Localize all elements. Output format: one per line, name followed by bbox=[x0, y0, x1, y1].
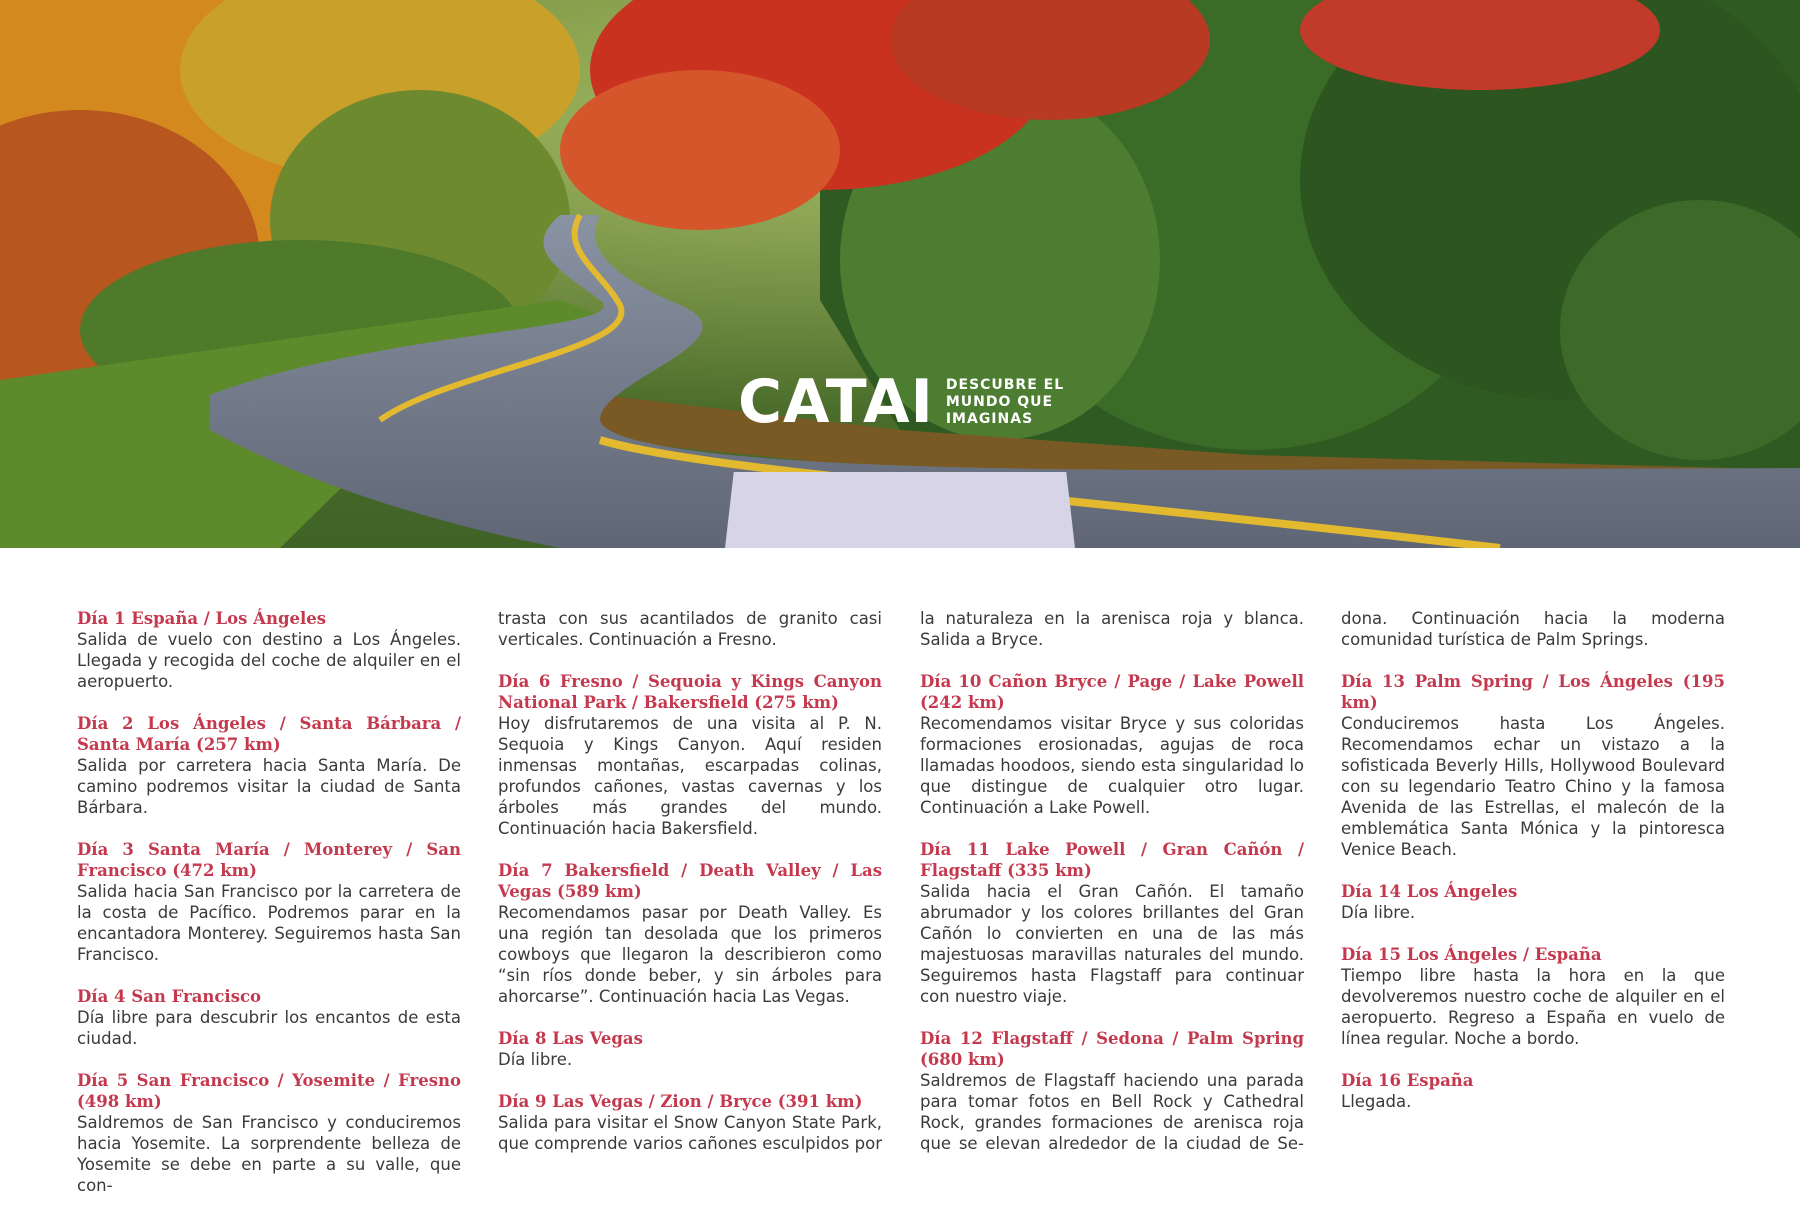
day-title: Día 13 Palm Spring / Los Ángeles (195 km) bbox=[1341, 672, 1725, 712]
itinerary-section bbox=[0, 548, 1800, 1200]
day-title: Día 6 Fresno / Sequoia y Kings Canyon National Park / Bakersfield (275 km) bbox=[498, 672, 882, 712]
catai-logo bbox=[738, 367, 1065, 437]
day-description: Salida por carretera hacia Santa María. De camino podremos visitar la ciudad de Santa Bárbara. bbox=[77, 756, 461, 817]
day-entry bbox=[1341, 1070, 1725, 1112]
day-description: trasta con sus acantilados de granito casi verticales. Continuación a Fresno. bbox=[498, 609, 882, 649]
day-description: Día libre para descubrir los encantos de esta ciudad. bbox=[77, 1008, 461, 1048]
day-title: Día 14 Los Ángeles bbox=[1341, 882, 1518, 901]
tagline-line: IMAGINAS bbox=[945, 410, 1034, 427]
day-title: Día 15 Los Ángeles / España bbox=[1341, 945, 1602, 964]
itinerary-column-3 bbox=[920, 608, 1304, 1175]
day-entry bbox=[920, 608, 1304, 650]
tagline-line: DESCUBRE EL bbox=[945, 376, 1065, 393]
day-title: Día 8 Las Vegas bbox=[498, 1029, 643, 1048]
day-title: Día 12 Flagstaff / Sedona / Palm Spring (680 km) bbox=[920, 1029, 1304, 1069]
day-title: Día 11 Lake Powell / Gran Cañón / Flagstaff (335 km) bbox=[920, 840, 1304, 880]
day-entry bbox=[77, 713, 461, 818]
day-entry bbox=[920, 1028, 1304, 1154]
hero-photo-winding-road bbox=[0, 0, 1800, 548]
brand-tagline bbox=[946, 377, 1064, 428]
day-entry bbox=[1341, 671, 1725, 860]
day-title: Día 7 Bakersfield / Death Valley / Las Vegas (589 km) bbox=[498, 861, 882, 901]
day-title: Día 10 Cañon Bryce / Page / Lake Powell (242 km) bbox=[920, 672, 1304, 712]
day-description: Día libre. bbox=[498, 1050, 573, 1069]
day-description: Salida hacia el Gran Cañón. El tamaño abrumador y los colores brillantes del Gran Cañón lo convierten en una de las más majestuosas maravillas naturales del mundo. Seguiremos hasta Flagstaff para continuar con nuestro viaje. bbox=[920, 882, 1304, 1006]
day-title: Día 5 San Francisco / Yosemite / Fresno (498 km) bbox=[77, 1071, 461, 1111]
day-entry bbox=[77, 1070, 461, 1196]
day-entry bbox=[498, 860, 882, 1007]
tagline-line: MUNDO QUE bbox=[945, 393, 1054, 410]
day-entry bbox=[77, 986, 461, 1049]
day-title: Día 9 Las Vegas / Zion / Bryce (391 km) bbox=[498, 1092, 863, 1111]
day-description: Día libre. bbox=[1341, 903, 1416, 922]
day-description: Saldremos de San Francisco y conduciremos hacia Yosemite. La sorprendente belleza de Yosemite se debe en parte a su valle, que con- bbox=[77, 1113, 461, 1195]
day-description: Llegada. bbox=[1341, 1092, 1412, 1111]
day-title: Día 4 San Francisco bbox=[77, 987, 262, 1006]
day-title: Día 16 España bbox=[1341, 1071, 1474, 1090]
day-entry bbox=[498, 1028, 882, 1070]
day-description: Salida de vuelo con destino a Los Ángeles. Llegada y recogida del coche de alquiler en el aeropuerto. bbox=[77, 630, 461, 691]
day-description: la naturaleza en la arenisca roja y blanca. Salida a Bryce. bbox=[920, 609, 1304, 649]
day-description: Saldremos de Flagstaff haciendo una parada para tomar fotos en Bell Rock y Cathedral Rock, grandes formaciones de arenisca roja que se elevan alrededor de la ciudad de Se- bbox=[920, 1071, 1304, 1153]
day-description: Recomendamos pasar por Death Valley. Es una región tan desolada que los primeros cowboys que llegaron la describieron como “sin ríos donde beber, y sin árboles para ahorcarse”. Continuación hacia Las Vegas. bbox=[498, 903, 882, 1006]
day-title: Día 3 Santa María / Monterey / San Francisco (472 km) bbox=[77, 840, 461, 880]
brand-name: CATAI bbox=[738, 367, 934, 437]
day-entry bbox=[1341, 944, 1725, 1049]
day-description: dona. Continuación hacia la moderna comunidad turística de Palm Springs. bbox=[1341, 609, 1725, 649]
day-description: Tiempo libre hasta la hora en la que devolveremos nuestro coche de alquiler en el aeropuerto. Regreso a España en vuelo de línea regular. Noche a bordo. bbox=[1341, 966, 1725, 1048]
day-description: Hoy disfrutaremos de una visita al P. N. Sequoia y Kings Canyon. Aquí residen inmensas montañas, escarpadas colinas, profundos cañones, vastas cavernas y los árboles más grandes del mundo. Continuación hacia Bakersfield. bbox=[498, 714, 882, 838]
lavender-tab-decoration bbox=[725, 472, 1075, 548]
itinerary-column-1 bbox=[77, 608, 461, 1217]
day-entry bbox=[920, 671, 1304, 818]
day-title: Día 1 España / Los Ángeles bbox=[77, 609, 327, 628]
day-description: Recomendamos visitar Bryce y sus coloridas formaciones erosionadas, agujas de roca llamadas hoodoos, siendo esta singularidad lo que distingue de cualquier otro lugar. Continuación a Lake Powell. bbox=[920, 714, 1304, 817]
day-entry bbox=[498, 1091, 882, 1154]
day-entry bbox=[498, 671, 882, 839]
day-description: Salida hacia San Francisco por la carretera de la costa de Pacífico. Podremos parar en la encantadora Monterey. Seguiremos hasta San Francisco. bbox=[77, 882, 461, 964]
day-entry bbox=[920, 839, 1304, 1007]
hero-banner bbox=[0, 0, 1800, 548]
day-entry bbox=[1341, 881, 1725, 923]
day-entry bbox=[498, 608, 882, 650]
itinerary-column-4 bbox=[1341, 608, 1725, 1133]
day-entry bbox=[1341, 608, 1725, 650]
day-entry bbox=[77, 608, 461, 692]
day-description: Conduciremos hasta Los Ángeles. Recomendamos echar un vistazo a la sofisticada Beverly Hills, Hollywood Boulevard con su legendario Teatro Chino y la famosa Avenida de las Estrellas, el malecón de la emblemática Santa Mónica y la pintoresca Venice Beach. bbox=[1341, 714, 1725, 859]
day-entry bbox=[77, 839, 461, 965]
day-description: Salida para visitar el Snow Canyon State Park, que comprende varios cañones esculpidos por bbox=[498, 1113, 882, 1153]
day-title: Día 2 Los Ángeles / Santa Bárbara / Santa María (257 km) bbox=[77, 714, 461, 754]
itinerary-column-2 bbox=[498, 608, 882, 1175]
